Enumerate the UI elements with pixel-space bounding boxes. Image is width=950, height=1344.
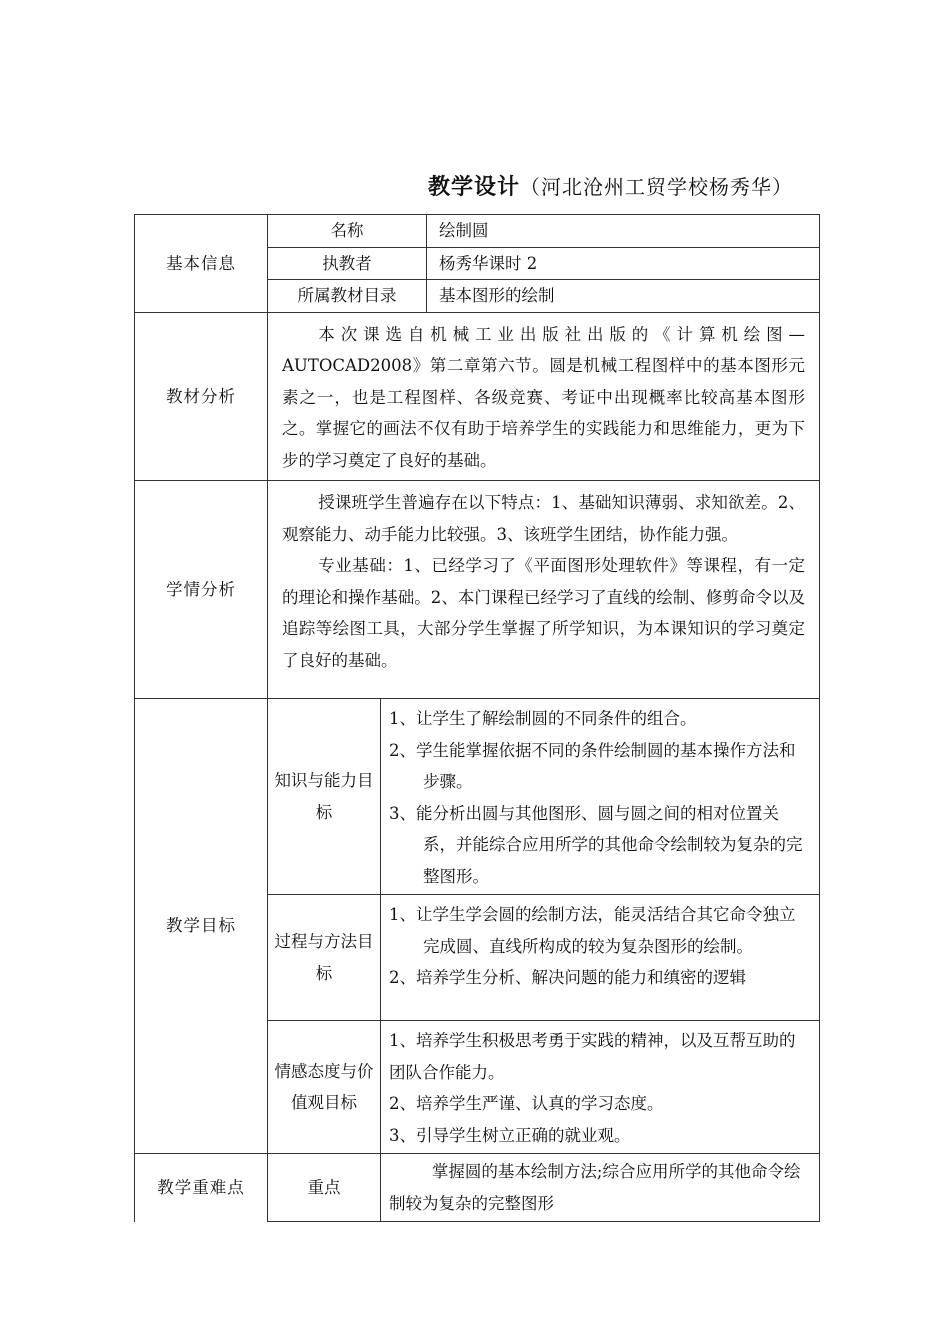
goal-knowledge-list: [381, 699, 820, 895]
title-author: （河北沧州工贸学校杨秀华）: [520, 175, 794, 199]
student-analysis-para-1: 授课班学生普遍存在以下特点：1、基础知识薄弱、求知欲差。2、观察能力、动手能力比较强。3、该班学生团结，协作能力强。: [282, 493, 805, 544]
material-analysis-cell: [268, 312, 820, 481]
lesson-plan-table: [134, 214, 820, 1222]
goal-knowledge-label: 知识与能力目标: [268, 699, 381, 895]
goal-knowledge-item: 1、让学生了解绘制圆的不同条件的组合。: [389, 709, 697, 728]
section-material-analysis: 教材分析: [135, 312, 268, 481]
value-catalog: 基本图形的绘制: [427, 280, 820, 313]
section-basic-info: 基本信息: [135, 215, 268, 313]
value-teacher: 杨秀华课时 2: [427, 247, 820, 280]
goal-emotion-item: 2、培养学生严谨、认真的学习态度。: [389, 1094, 664, 1113]
student-analysis-para-2: 专业基础：1、已经学习了《平面图形处理软件》等课程，有一定的理论和操作基础。2、本门课程已经学习了直线的绘制、修剪命令以及追踪等绘图工具，大部分学生掌握了所学知识，为本课知识的学习奠定了良好的基础。: [282, 556, 805, 670]
goal-emotion-list: [381, 1021, 820, 1154]
key-point-text: 掌握圆的基本绘制方法;综合应用所学的其他命令绘制较为复杂的完整图形: [389, 1162, 801, 1213]
section-key-points: 教学重难点: [135, 1154, 268, 1222]
key-point-label: 重点: [268, 1154, 381, 1222]
goal-emotion-item: 1、培养学生积极思考勇于实践的精神，以及互帮互助的团队合作能力。: [389, 1031, 796, 1082]
goal-process-item: 1、让学生学会圆的绘制方法，能灵活结合其它命令独立完成圆、直线所构成的较为复杂图形的绘制。: [389, 905, 796, 956]
label-name: 名称: [268, 215, 427, 248]
goal-knowledge-item: 2、学生能掌握依据不同的条件绘制圆的基本操作方法和步骤。: [389, 740, 796, 791]
goal-process-label: 过程与方法目标: [268, 895, 381, 1021]
value-name: 绘制圆: [427, 215, 820, 248]
goal-emotion-item: 3、引导学生树立正确的就业观。: [389, 1125, 631, 1145]
material-analysis-text: 本次课选自机械工业出版社出版的《计算机绘图—AUTOCAD2008》第二章第六节。圆是机械工程图样中的基本图形元素之一，也是工程图样、各级竞赛、考证中出现概率比较高基本图形之。掌握它的画法不仅有助于培养学生的实践能力和思维能力，更为下步的学习奠定了良好的基础。: [282, 324, 805, 470]
student-analysis-cell: [268, 481, 820, 699]
label-teacher: 执教者: [268, 247, 427, 280]
title-main: 教学设计: [428, 175, 521, 200]
section-student-analysis: 学情分析: [135, 481, 268, 699]
goal-emotion-label: 情感态度与价值观目标: [268, 1021, 381, 1154]
goal-knowledge-item: 3、能分析出圆与其他图形、圆与圆之间的相对位置关系，并能综合应用所学的其他命令绘制较为复杂的完整图形。: [389, 803, 803, 886]
section-teaching-goals: 教学目标: [135, 699, 268, 1154]
goal-process-list: [381, 895, 820, 1021]
label-catalog: 所属教材目录: [268, 280, 427, 313]
goal-process-item: 2、培养学生分析、解决问题的能力和缜密的逻辑: [389, 968, 746, 987]
key-point-cell: [381, 1154, 820, 1222]
document-title: [428, 170, 828, 201]
